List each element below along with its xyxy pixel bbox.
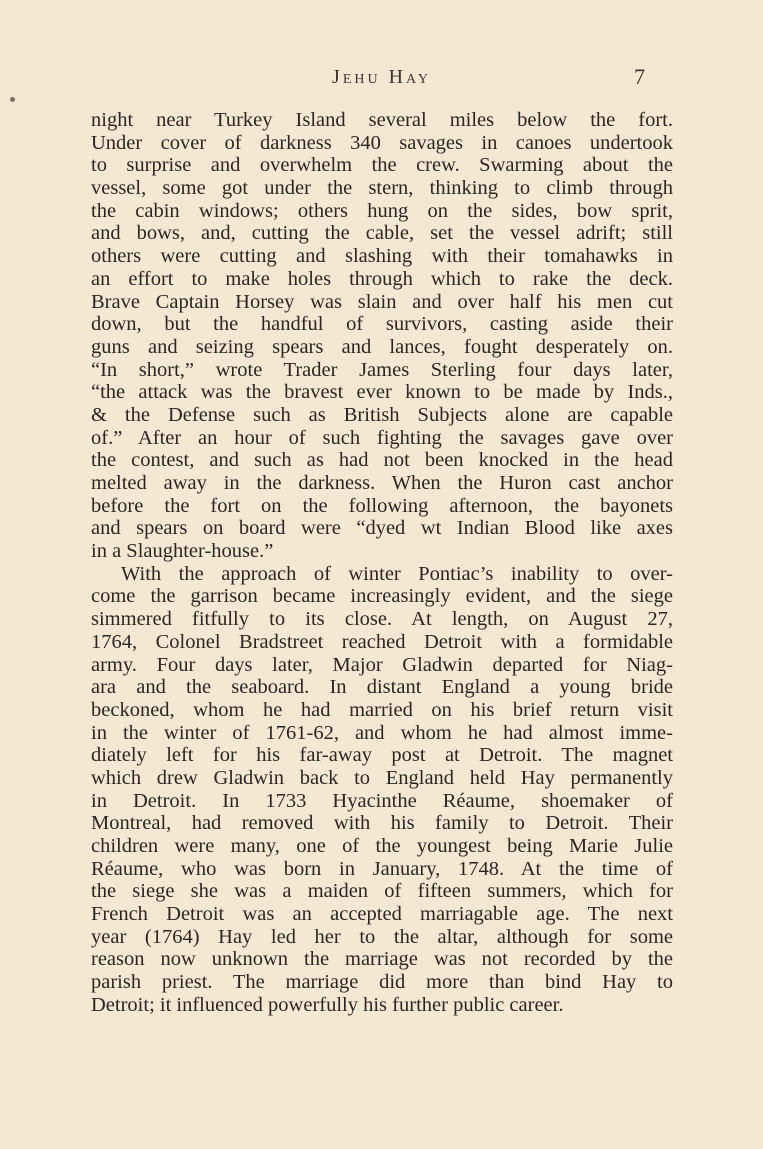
text-line: children were many, one of the youngest being Marie Julie bbox=[91, 835, 673, 857]
text-line: “In short,” wrote Trader James Sterling four days later, bbox=[91, 358, 673, 381]
text-line: diately left for his far-away post at Detroit. The magnet bbox=[91, 744, 673, 767]
text-line: & the Defense such as British Subjects alone are capable bbox=[91, 403, 673, 426]
text-line: in the winter of 1761-62, and whom he had almost imme- bbox=[91, 721, 673, 744]
text-line: simmered fitfully to its close. At length, on August 27, bbox=[91, 608, 673, 631]
text-line: of.” After an hour of such fighting the savages gave over bbox=[91, 426, 673, 449]
text-line: ara and the seaboard. In distant England a young bride bbox=[91, 676, 673, 699]
paragraph-1 bbox=[91, 109, 673, 563]
text-line: in a Slaughter-house.” bbox=[91, 540, 274, 563]
text-line: the siege she was a maiden of fifteen summers, which for bbox=[91, 880, 673, 903]
text-line: down, but the handful of survivors, casting aside their bbox=[91, 313, 673, 336]
text-line: vessel, some got under the stern, thinking to climb through bbox=[91, 177, 673, 200]
text-line: With the approach of winter Pontiac’s inability to over- bbox=[121, 562, 673, 585]
text-line: Under cover of darkness 340 savages in canoes undertook bbox=[91, 131, 673, 154]
body-text bbox=[91, 109, 673, 1017]
text-line: the contest, and such as had not been knocked in the head bbox=[91, 449, 673, 472]
text-line: Montreal, had removed with his family to Detroit. Their bbox=[91, 812, 673, 835]
text-line: year (1764) Hay led her to the altar, although for some bbox=[91, 925, 673, 948]
text-line: French Detroit was an accepted marriagable age. The next bbox=[91, 903, 673, 926]
margin-dot bbox=[10, 97, 15, 102]
text-line: and spears on board were “dyed wt Indian Blood like axes bbox=[91, 517, 673, 540]
text-line: army. Four days later, Major Gladwin departed for Niag- bbox=[91, 653, 673, 676]
text-line: in Detroit. In 1733 Hyacinthe Réaume, shoemaker of bbox=[91, 789, 673, 812]
text-line: Réaume, who was born in January, 1748. At the time of bbox=[91, 857, 673, 880]
text-line: reason now unknown the marriage was not recorded by the bbox=[91, 948, 673, 971]
page-number: 7 bbox=[634, 64, 645, 89]
text-line: which drew Gladwin back to England held Hay permanently bbox=[91, 766, 673, 789]
text-line: “the attack was the bravest ever known to be made by Inds., bbox=[91, 381, 673, 404]
text-line: night near Turkey Island several miles below the fort. bbox=[91, 109, 673, 131]
text-line: beckoned, whom he had married on his brief return visit bbox=[91, 698, 673, 721]
text-line: 1764, Colonel Bradstreet reached Detroit with a formidable bbox=[91, 630, 673, 653]
text-line: melted away in the darkness. When the Huron cast anchor bbox=[91, 472, 673, 494]
text-line: to surprise and overwhelm the crew. Swarming about the bbox=[91, 154, 673, 177]
text-line: Brave Captain Horsey was slain and over half his men cut bbox=[91, 290, 673, 313]
text-line: parish priest. The marriage did more than bind Hay to bbox=[91, 971, 673, 994]
text-line: others were cutting and slashing with their tomahawks in bbox=[91, 245, 673, 268]
text-line: Detroit; it influenced powerfully his further public career. bbox=[91, 993, 564, 1016]
paragraph-2 bbox=[91, 563, 673, 1017]
text-line: before the fort on the following afternoon, the bayonets bbox=[91, 494, 673, 517]
running-title: Jehu Hay bbox=[332, 66, 431, 88]
text-line: and bows, and, cutting the cable, set the vessel adrift; still bbox=[91, 222, 673, 245]
text-line: the cabin windows; others hung on the sides, bow sprit, bbox=[91, 199, 673, 222]
text-line: an effort to make holes through which to rake the deck. bbox=[91, 267, 673, 290]
text-line: come the garrison became increasingly evident, and the siege bbox=[91, 585, 673, 608]
text-line: guns and seizing spears and lances, fought desperately on. bbox=[91, 335, 673, 358]
running-head bbox=[0, 62, 763, 96]
